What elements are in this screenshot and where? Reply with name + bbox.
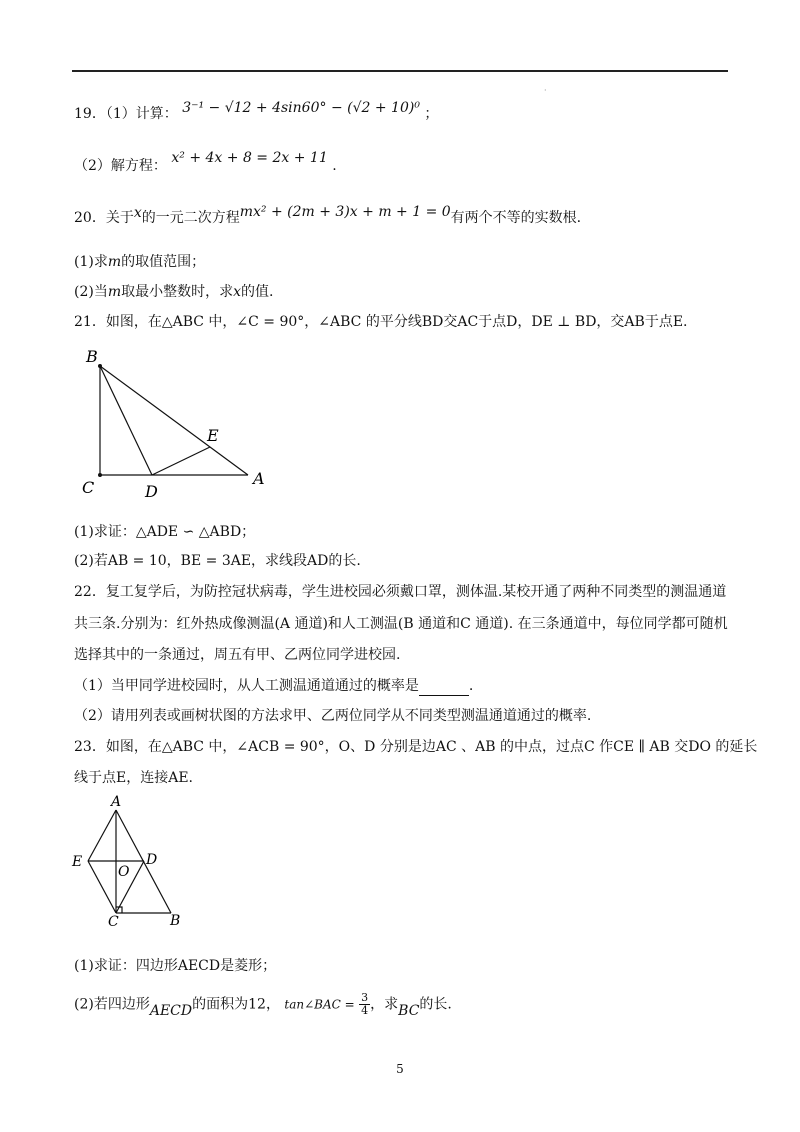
- q22-part2: （2）请用列表或画树状图的方法求甲、乙两位同学从不同类型测温通道通过的概率.: [74, 708, 592, 724]
- q19-part1: [74, 100, 439, 124]
- q19-end-1: ；: [424, 106, 439, 122]
- q20-end: 有两个不等的实数根.: [450, 210, 582, 226]
- q19-label: 19．（1）计算：: [74, 106, 178, 122]
- q21-part2: (2)若AB = 10，BE = 3AE，求线段AD的长.: [74, 553, 361, 569]
- q20-p2c: 的值.: [241, 284, 274, 300]
- q20-p2-x: x: [233, 284, 242, 300]
- answer-blank[interactable]: [419, 681, 469, 696]
- q23-line-ec: [88, 861, 116, 913]
- q20-part2: [74, 282, 273, 302]
- header-rule: [72, 70, 728, 72]
- q23-p2d: 的长.: [419, 996, 452, 1013]
- q20-p1b: 的取值范围；: [121, 254, 206, 270]
- q21-label-b: B: [86, 347, 98, 366]
- q23-label-a: A: [111, 794, 122, 810]
- q19-end-2: .: [332, 158, 337, 174]
- q20-equation: mx² + (2m + 3)x + m + 1 = 0: [239, 204, 451, 220]
- q23-line2: 线于点E，连接AE.: [74, 770, 193, 786]
- q23-p2b: 的面积为12，: [192, 996, 280, 1013]
- page-number: 5: [396, 1062, 404, 1076]
- q20-p2b: 取最小整数时，求: [121, 284, 234, 300]
- q22-line2: 共三条.分别为：红外热成像测温(A 通道)和人工测温(B 通道和C 通道). 在三条通道中，每位同学都可随机: [74, 616, 728, 632]
- q23-label-d: D: [146, 852, 158, 868]
- q21-part1: (1)求证：△ADE ∽ △ABD；: [74, 524, 256, 540]
- q20-part1: [74, 252, 205, 272]
- q23-part1: (1)求证：四边形AECD是菱形；: [74, 958, 277, 974]
- q21-line-de: [152, 447, 210, 475]
- q21-stem: 21．如图，在△ABC 中，∠C = 90°，∠ABC 的平分线BD交AC于点D，DE ⊥ BD，交AB于点E.: [74, 314, 688, 330]
- q23-line1: 23．如图，在△ABC 中，∠ACB = 90°，O、D 分别是边AC 、AB 的中点，过点C 作CE ∥ AB 交DO 的延长: [74, 739, 758, 755]
- q23-bc: BC: [398, 1002, 420, 1019]
- q20-label: 20．关于: [74, 210, 134, 226]
- q23-tan: tan∠BAC =: [284, 997, 355, 1012]
- q23-fraction: [359, 992, 370, 1017]
- q23-p2c: ，求: [370, 996, 399, 1013]
- q20-mid: 的一元二次方程: [141, 210, 240, 226]
- header-mark: ·: [544, 86, 547, 95]
- q21-label-e: E: [207, 426, 219, 445]
- q23-part2: [74, 992, 452, 1017]
- q22-p1-end: .: [468, 678, 474, 694]
- q23-p2-quad: AECD: [149, 1002, 193, 1019]
- q22-line3: 选择其中的一条通过，周五有甲、乙两位同学进校园.: [74, 647, 401, 663]
- q22-line1: 22．复工复学后，为防控冠状病毒，学生进校园必须戴口罩，测体温.某校开通了两种不同类型的测温通道: [74, 584, 727, 600]
- q20-var-x: x: [133, 205, 142, 221]
- q20-p2a: (2)当: [74, 284, 108, 300]
- q20-p1-m: m: [107, 254, 122, 270]
- q23-line-ae: [88, 810, 116, 861]
- q21-line-ba: [100, 366, 248, 475]
- q23-label-c: C: [108, 914, 119, 930]
- q20-p2-m: m: [107, 284, 122, 300]
- q21-line-bd: [100, 366, 152, 475]
- q23-label-o: O: [118, 864, 130, 880]
- q21-figure: [70, 340, 290, 510]
- q20-stem: [74, 204, 582, 228]
- fraction-denominator: 4: [361, 1004, 369, 1017]
- q23-p2a: (2)若四边形: [74, 996, 150, 1013]
- q21-point-c: [98, 473, 102, 477]
- q22-p1-text: （1）当甲同学进校园时，从人工测温通道通过的概率是: [74, 678, 419, 694]
- q22-part1: [74, 676, 473, 696]
- q23-label-b: B: [170, 913, 181, 929]
- q20-p1a: (1)求: [74, 254, 108, 270]
- q19-expression-1: 3⁻¹ − √12 + 4sin60° − (√2 + 10)⁰: [182, 100, 420, 116]
- q21-label-d: D: [145, 482, 158, 501]
- q23-label-e: E: [72, 854, 83, 870]
- q23-figure: [66, 792, 196, 932]
- fraction-numerator: 3: [361, 991, 369, 1004]
- q21-label-c: C: [82, 478, 95, 497]
- q19-expression-2: x² + 4x + 8 = 2x + 11: [171, 150, 328, 166]
- q21-point-b: [98, 364, 102, 368]
- q19-label-2: （2）解方程：: [74, 158, 167, 174]
- q21-label-a: A: [253, 469, 265, 488]
- q19-part2: [74, 150, 337, 176]
